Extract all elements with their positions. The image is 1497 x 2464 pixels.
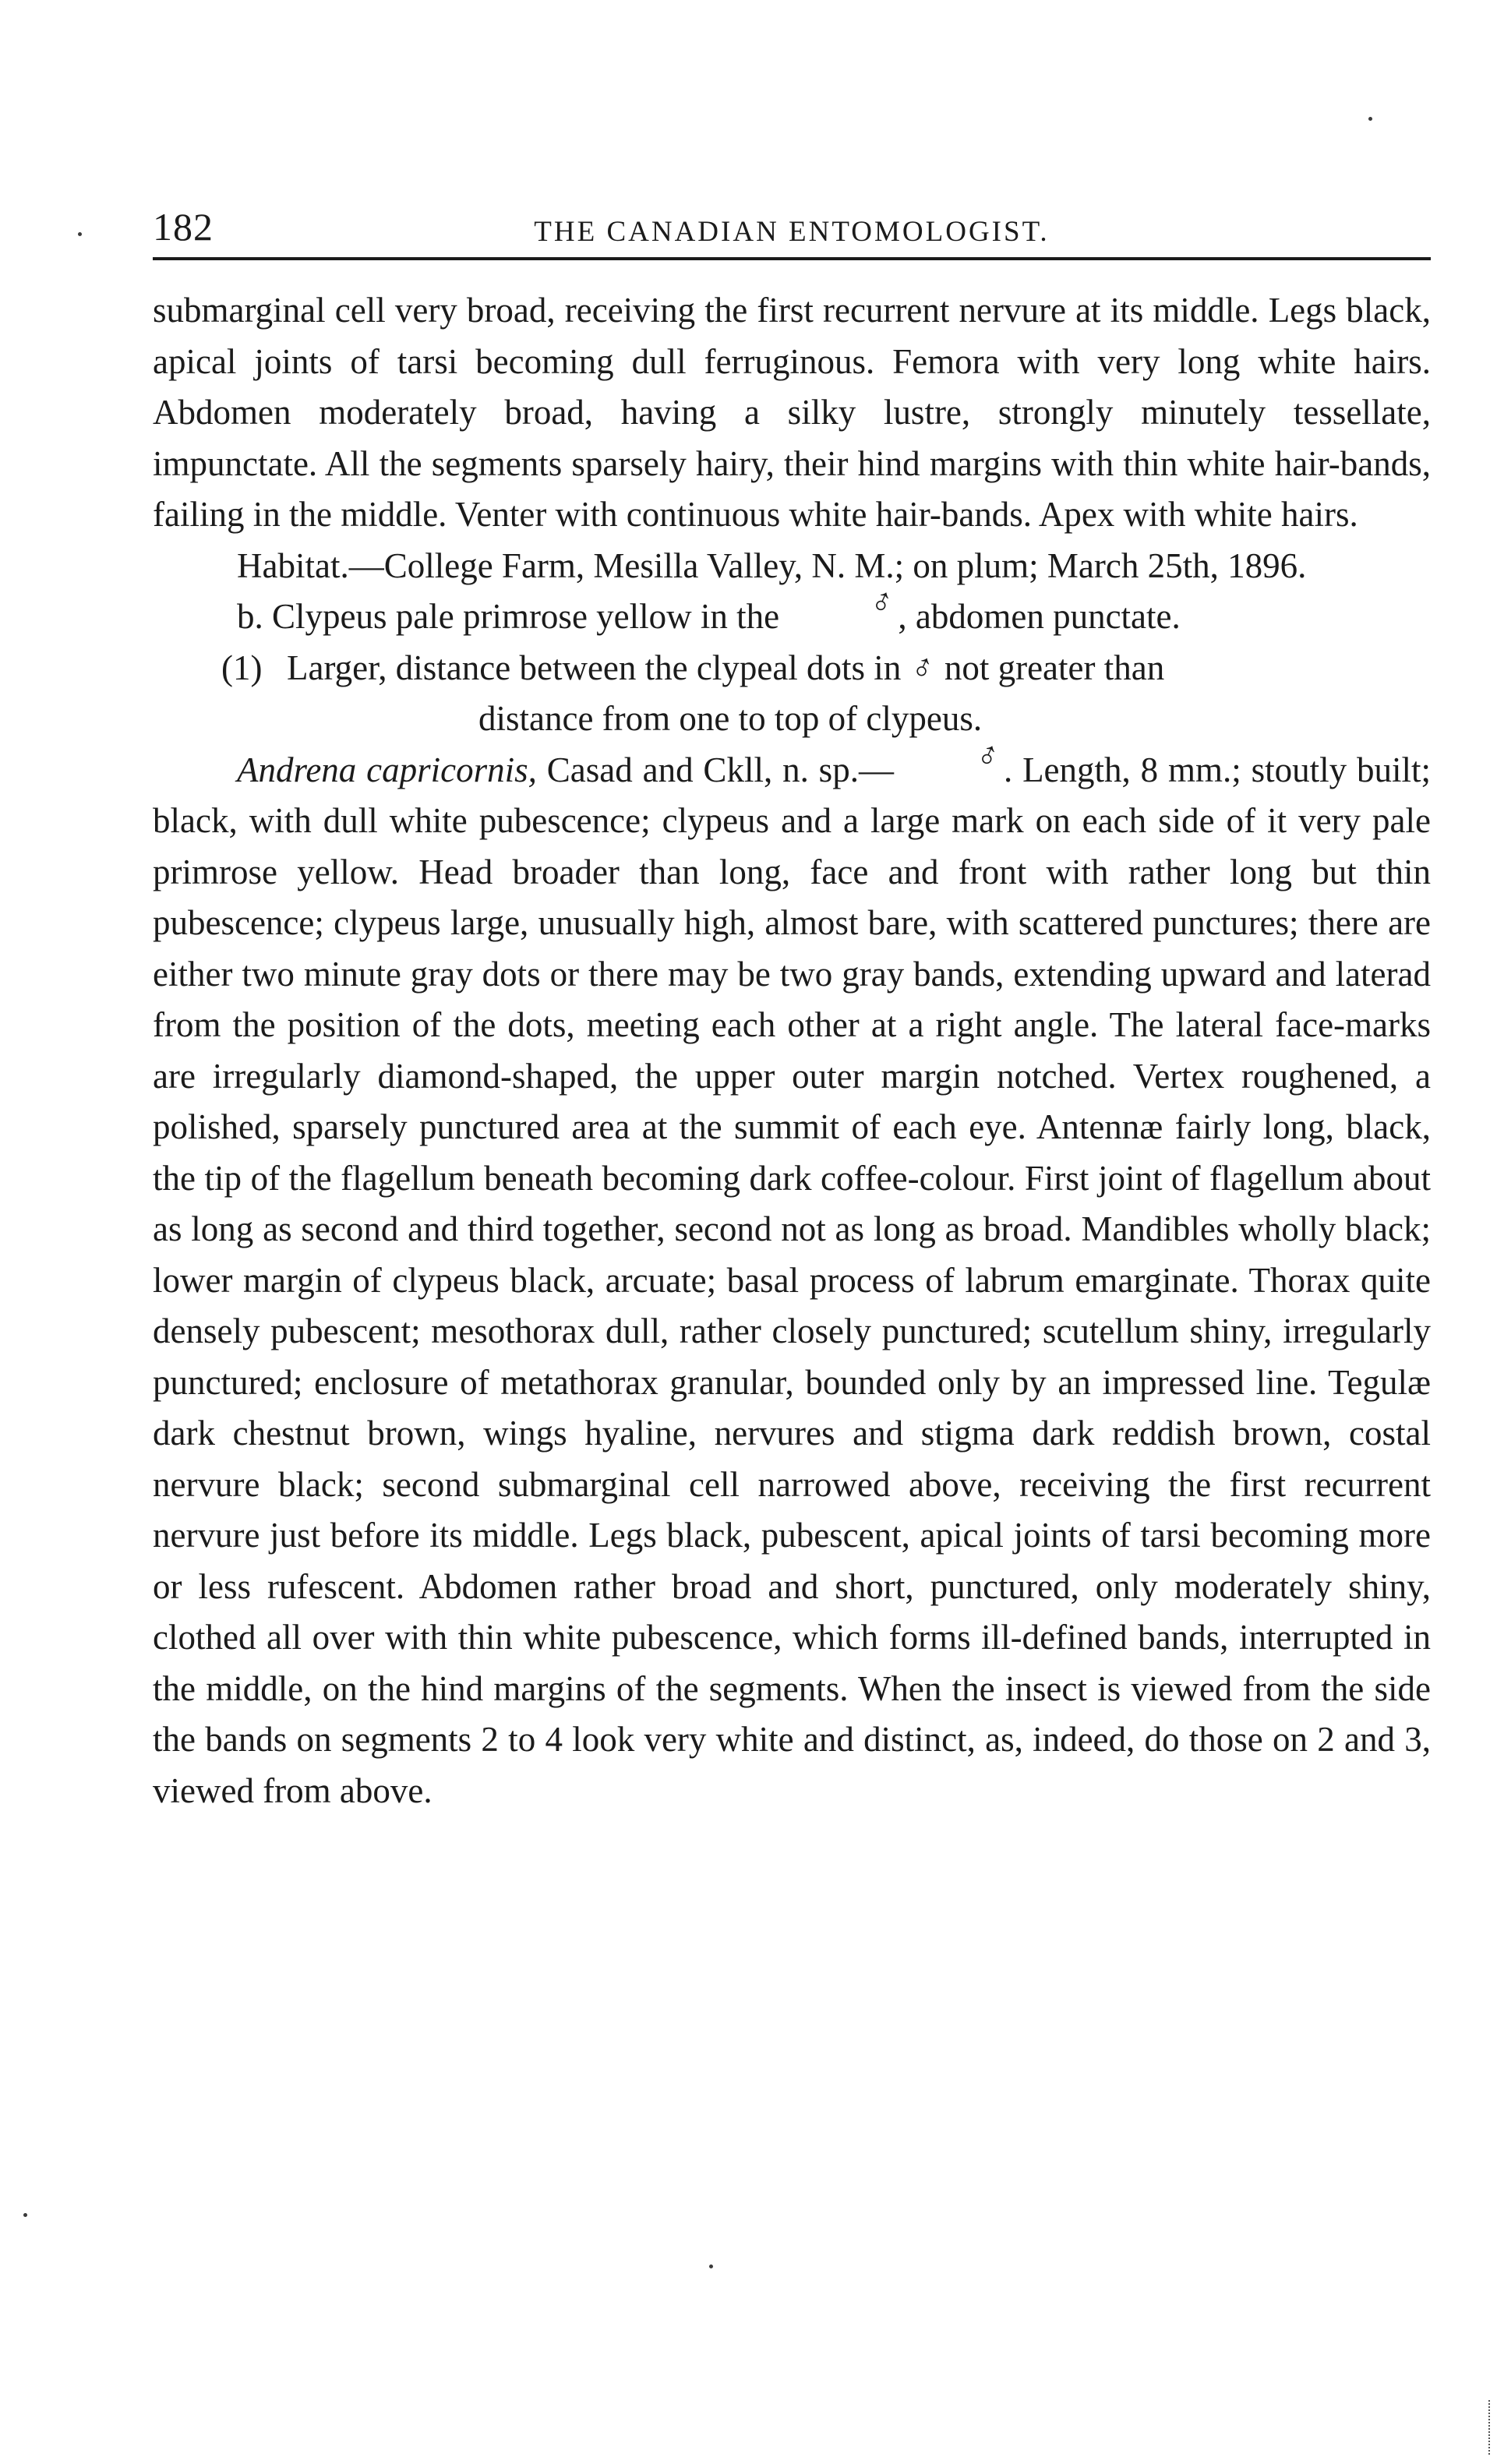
male-symbol: ♂ <box>904 645 941 690</box>
paragraph-species-description <box>153 732 1432 1817</box>
stray-ink-mark <box>1368 117 1372 121</box>
male-symbol: ♂ <box>863 580 902 625</box>
article-body <box>153 285 1431 1816</box>
species-name: Andrena capricornis, <box>237 750 537 789</box>
key-entry-b-text-end: , abdomen punctate. <box>898 597 1181 636</box>
key-entry-b-text: b. Clypeus pale primrose yellow in the <box>237 597 780 636</box>
document-page <box>153 187 1431 1816</box>
species-description-text: . Length, 8 mm.; stoutly built; black, with dull white pubescence; clypeus and a large mark on each side of it very pale primrose yellow. Head broader than long, face and front with rather long but thin pubescence; clypeus large, unusually high, almost bare, with scattered punctures; there are either two minute gray dots or there may be two gray bands, extending upward and laterad from the position of the dots, meeting each other at a right angle. The lateral face-marks are irregularly diamond-shaped, the upper outer margin notched. Vertex roughened, a polished, sparsely punctured area at the summit of each eye. Antennæ fairly long, black, the tip of the flagellum beneath becoming dark coffee-colour. First joint of flagellum about as long as second and third together, second not as long as broad. Mandibles wholly black; lower margin of clypeus black, arcuate; basal process of labrum emarginate. Thorax quite densely pubescent; mesothorax dull, rather closely punctured; scutellum shiny, irregularly punctured; enclosure of metathorax granular, bounded only by an impressed line. Tegulæ dark chestnut brown, wings hyaline, nervures and stigma dark reddish brown, costal nervure black; second submarginal cell narrowed above, receiving the first recurrent nervure just before its middle. Legs black, pubescent, apical joints of tarsi becoming more or less rufescent. Abdomen rather broad and short, punctured, only moderately shiny, clothed all over with thin white pubescence, which forms ill-defined bands, interrupted in the middle, on the hind margins of the segments. When the insect is viewed from the side the bands on segments 2 to 4 look very white and distinct, as, indeed, do those on 2 and 3, viewed from above. <box>153 750 1432 1810</box>
stray-ink-mark <box>709 2265 713 2268</box>
page-edge-marks <box>1488 2400 1492 2455</box>
paragraph-habitat: Habitat.—College Farm, Mesilla Valley, N. M.; on plum; March 25th, 1896. <box>237 545 1307 585</box>
key-entry-1-text-end: not greater than <box>944 648 1165 687</box>
header-rule <box>153 257 1431 260</box>
key-entry-1-text: Larger, distance between the clypeal dots in <box>287 648 902 687</box>
key-entry-1-number: (1) <box>221 648 263 687</box>
stray-ink-mark <box>78 232 82 236</box>
stray-ink-mark <box>23 2213 27 2217</box>
key-entry-1-continuation: distance from one to top of clypeus. <box>478 699 983 738</box>
species-authors: Casad and Ckll, n. sp.— <box>536 750 894 789</box>
running-head <box>153 187 1431 257</box>
key-entry-1 <box>153 643 1431 745</box>
page-number: 182 <box>153 205 214 249</box>
journal-title: THE CANADIAN ENTOMOLOGIST. <box>534 216 1050 248</box>
male-symbol: ♂ <box>969 732 1007 778</box>
paragraph-description-continued: submarginal cell very broad, receiving the first recurrent nervure at its middle. Legs black, apical joints of tarsi becoming dull ferruginous. Femora with very long white hairs. Abdomen moderately broad, having a silky lustre, strongly minutely tessellate, impunctate. All the segments sparsely hairy, their hind margins with thin white hair-bands, failing in the middle. Venter with continuous white hair-bands. Apex with white hairs. <box>153 291 1431 534</box>
key-entry-b <box>153 580 1431 643</box>
